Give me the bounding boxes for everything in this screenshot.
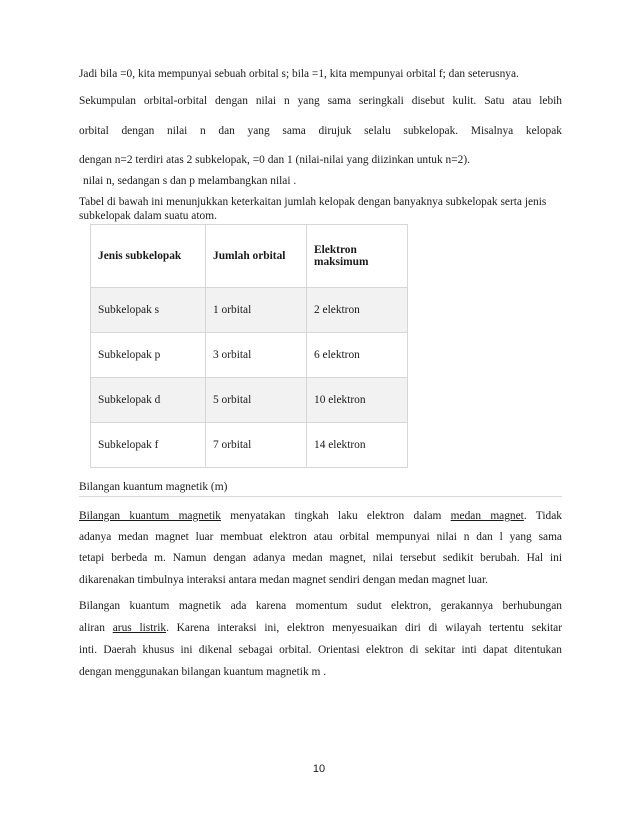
p2-line1 bbox=[79, 509, 562, 523]
section-divider bbox=[79, 496, 562, 497]
cell-orbitals: 5 orbital bbox=[206, 378, 307, 423]
header-orbital-count: Jumlah orbital bbox=[206, 225, 307, 288]
header-subshell-type: Jenis subkelopak bbox=[91, 225, 206, 288]
cell-orbitals: 3 orbital bbox=[206, 333, 307, 378]
cell-electrons: 14 elektron bbox=[307, 423, 408, 468]
p1-line2: Sekumpulan orbital-orbital dengan nilai n yang sama seringkali disebut kulit. Satu atau lebih bbox=[79, 95, 562, 107]
cell-subshell: Subkelopak p bbox=[91, 333, 206, 378]
p3-line2-start: aliran bbox=[79, 622, 105, 634]
p2-line1-text: menyatakan tingkah laku elektron dalam bbox=[230, 510, 442, 522]
p1-line4: dengan n=2 terdiri atas 2 subkelopak, =0 dan 1 (nilai-nilai yang diizinkan untuk n=2). bbox=[79, 154, 470, 166]
electric-current-link[interactable]: arus listrik bbox=[112, 622, 167, 634]
p1-line1: Jadi bila =0, kita mempunyai sebuah orbital s; bila =1, kita mempunyai orbital f; dan seterusnya. bbox=[79, 68, 519, 80]
subshell-table bbox=[90, 224, 408, 468]
cell-subshell: Subkelopak f bbox=[91, 423, 206, 468]
p1-line5: nilai n, sedangan s dan p melambangkan nilai . bbox=[83, 175, 297, 187]
header-max-electrons: Elektron maksimum bbox=[307, 225, 408, 288]
table-row bbox=[91, 288, 408, 333]
cell-subshell: Subkelopak d bbox=[91, 378, 206, 423]
cell-electrons: 10 elektron bbox=[307, 378, 408, 423]
p3-line1: Bilangan kuantum magnetik ada karena momentum sudut elektron, gerakannya berhubungan bbox=[79, 600, 562, 612]
table-row bbox=[91, 378, 408, 423]
p3-line2 bbox=[79, 621, 562, 635]
cell-electrons: 6 elektron bbox=[307, 333, 408, 378]
p3-line3: inti. Daerah khusus ini dikenal sebagai orbital. Orientasi elektron di sekitar inti dapat ditentukan bbox=[79, 644, 562, 656]
cell-subshell: Subkelopak s bbox=[91, 288, 206, 333]
cell-orbitals: 1 orbital bbox=[206, 288, 307, 333]
p1-line3: orbital dengan nilai n dan yang sama dirujuk selalu subkelopak. Misalnya kelopak bbox=[79, 125, 562, 137]
magnetic-field-link[interactable]: medan magnet bbox=[450, 510, 524, 522]
section-heading: Bilangan kuantum magnetik (m) bbox=[79, 481, 228, 493]
table-row bbox=[91, 333, 408, 378]
p2-line2: adanya medan magnet luar membuat elektron atau orbital mempunyai nilai n dan l yang sama bbox=[79, 531, 562, 543]
p2-line4: dikarenakan timbulnya interaksi antara medan magnet sendiri dengan medan magnet luar. bbox=[79, 574, 488, 586]
page-number: 10 bbox=[312, 763, 326, 775]
table-intro: Tabel di bawah ini menunjukkan keterkaitan jumlah kelopak dengan banyaknya subkelopak serta jenis subkelopak dalam suatu atom. bbox=[79, 196, 547, 222]
p3-line4: dengan menggunakan bilangan kuantum magnetik m . bbox=[79, 666, 327, 678]
cell-electrons: 2 elektron bbox=[307, 288, 408, 333]
table-row bbox=[91, 423, 408, 468]
magnetic-quantum-number-link[interactable]: Bilangan kuantum magnetik bbox=[79, 510, 221, 522]
p2-line1-end: . Tidak bbox=[523, 510, 562, 522]
cell-orbitals: 7 orbital bbox=[206, 423, 307, 468]
p2-line3: tetapi berbeda m. Namun dengan adanya medan magnet, nilai tersebut sedikit berubah. Hal ini bbox=[79, 552, 562, 564]
p3-line2-text: . Karena interaksi ini, elektron menyesuaikan diri di wilayah tertentu sekitar bbox=[166, 622, 562, 634]
